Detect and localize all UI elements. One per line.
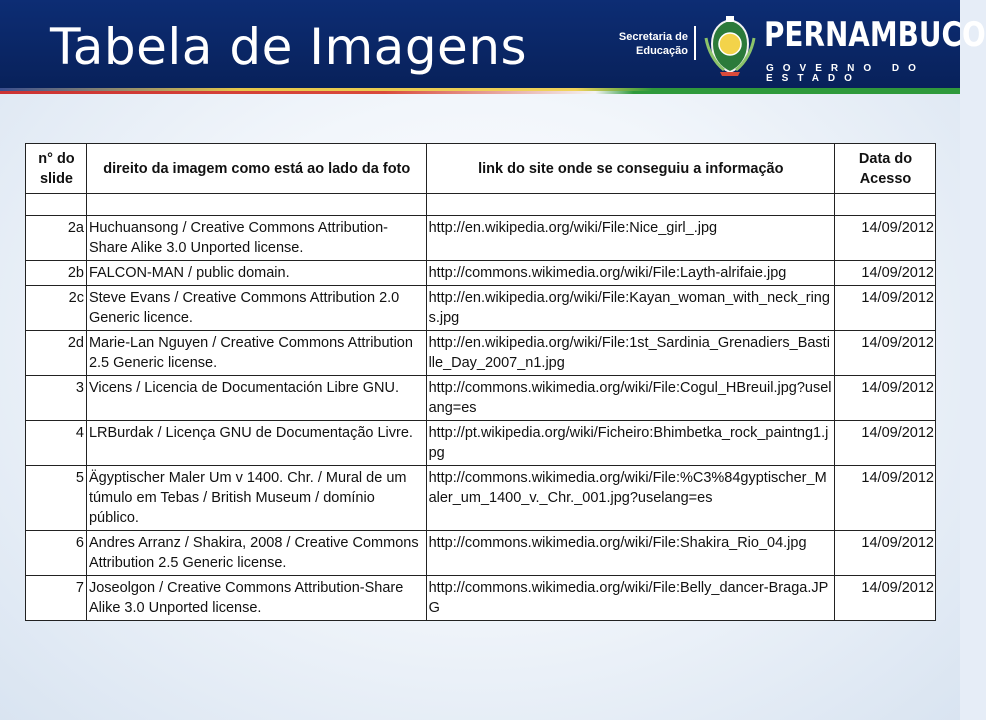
cell-slide: 6 xyxy=(26,531,87,576)
cell-credit: LRBurdak / Licença GNU de Documentação Livre. xyxy=(86,421,426,466)
header-access-date: Data do Acesso xyxy=(835,144,936,194)
cell-date: 14/09/2012 xyxy=(835,376,936,421)
cell-slide: 5 xyxy=(26,466,87,531)
cell-date: 14/09/2012 xyxy=(835,531,936,576)
state-crest-icon xyxy=(702,14,758,78)
cell-credit: FALCON-MAN / public domain. xyxy=(86,261,426,286)
cell-date: 14/09/2012 xyxy=(835,261,936,286)
cell-date xyxy=(835,194,936,216)
header-divider xyxy=(694,26,696,60)
cell-link[interactable]: http://en.wikipedia.org/wiki/File:1st_Sardinia_Grenadiers_Bastille_Day_2007_n1.jpg xyxy=(426,331,834,376)
header-color-stripe xyxy=(0,88,960,94)
header-bar xyxy=(0,0,986,88)
cell-credit: Andres Arranz / Shakira, 2008 / Creative Commons Attribution 2.5 Generic license. xyxy=(86,531,426,576)
cell-slide: 2d xyxy=(26,331,87,376)
secretaria-line1: Secretaria de xyxy=(618,31,688,43)
table-row xyxy=(26,286,936,331)
cell-date: 14/09/2012 xyxy=(835,216,936,261)
table-row xyxy=(26,331,936,376)
cell-slide xyxy=(26,194,87,216)
cell-link[interactable]: http://commons.wikimedia.org/wiki/File:Shakira_Rio_04.jpg xyxy=(426,531,834,576)
header-image-credit: direito da imagem como está ao lado da foto xyxy=(86,144,426,194)
brand-subtitle: GOVERNO DO ESTADO xyxy=(766,63,925,84)
secretaria-label xyxy=(606,30,688,58)
cell-credit: Marie-Lan Nguyen / Creative Commons Attribution 2.5 Generic license. xyxy=(86,331,426,376)
table-row xyxy=(26,261,936,286)
cell-date: 14/09/2012 xyxy=(835,331,936,376)
cell-link[interactable]: http://en.wikipedia.org/wiki/File:Nice_girl_.jpg xyxy=(426,216,834,261)
cell-slide: 3 xyxy=(26,376,87,421)
header-slide-number: n° do slide xyxy=(26,144,87,194)
cell-date: 14/09/2012 xyxy=(835,286,936,331)
header-source-link: link do site onde se conseguiu a informação xyxy=(426,144,834,194)
cell-credit: Joseolgon / Creative Commons Attribution-Share Alike 3.0 Unported license. xyxy=(86,576,426,621)
cell-slide: 2b xyxy=(26,261,87,286)
cell-date: 14/09/2012 xyxy=(835,421,936,466)
table-header-row xyxy=(26,144,936,194)
cell-slide: 2a xyxy=(26,216,87,261)
table-row xyxy=(26,576,936,621)
table-row xyxy=(26,216,936,261)
cell-credit: Vicens / Licencia de Documentación Libre GNU. xyxy=(86,376,426,421)
table-row xyxy=(26,376,936,421)
cell-date: 14/09/2012 xyxy=(835,576,936,621)
image-credits-table xyxy=(25,143,936,621)
brand-name: PERNAMBUCO xyxy=(764,15,986,55)
cell-slide: 7 xyxy=(26,576,87,621)
cell-link[interactable]: http://commons.wikimedia.org/wiki/File:Belly_dancer-Braga.JPG xyxy=(426,576,834,621)
cell-link[interactable]: http://commons.wikimedia.org/wiki/File:%C3%84gyptischer_Maler_um_1400_v._Chr._001.jpg?uselang=es xyxy=(426,466,834,531)
cell-credit xyxy=(86,194,426,216)
table-row xyxy=(26,421,936,466)
cell-slide: 4 xyxy=(26,421,87,466)
table-row xyxy=(26,466,936,531)
cell-credit: Huchuansong / Creative Commons Attribution-Share Alike 3.0 Unported license. xyxy=(86,216,426,261)
table-row xyxy=(26,194,936,216)
cell-link xyxy=(426,194,834,216)
cell-date: 14/09/2012 xyxy=(835,466,936,531)
cell-slide: 2c xyxy=(26,286,87,331)
page-title: Tabela de Imagens xyxy=(50,18,528,76)
cell-credit: Steve Evans / Creative Commons Attribution 2.0 Generic licence. xyxy=(86,286,426,331)
cell-link[interactable]: http://commons.wikimedia.org/wiki/File:Cogul_HBreuil.jpg?uselang=es xyxy=(426,376,834,421)
secretaria-line2: Educação xyxy=(636,45,688,57)
cell-credit: Ägyptischer Maler Um v 1400. Chr. / Mural de um túmulo em Tebas / British Museum / domínio público. xyxy=(86,466,426,531)
cell-link[interactable]: http://pt.wikipedia.org/wiki/Ficheiro:Bhimbetka_rock_paintng1.jpg xyxy=(426,421,834,466)
cell-link[interactable]: http://en.wikipedia.org/wiki/File:Kayan_woman_with_neck_rings.jpg xyxy=(426,286,834,331)
table-row xyxy=(26,531,936,576)
cell-link[interactable]: http://commons.wikimedia.org/wiki/File:Layth-alrifaie.jpg xyxy=(426,261,834,286)
